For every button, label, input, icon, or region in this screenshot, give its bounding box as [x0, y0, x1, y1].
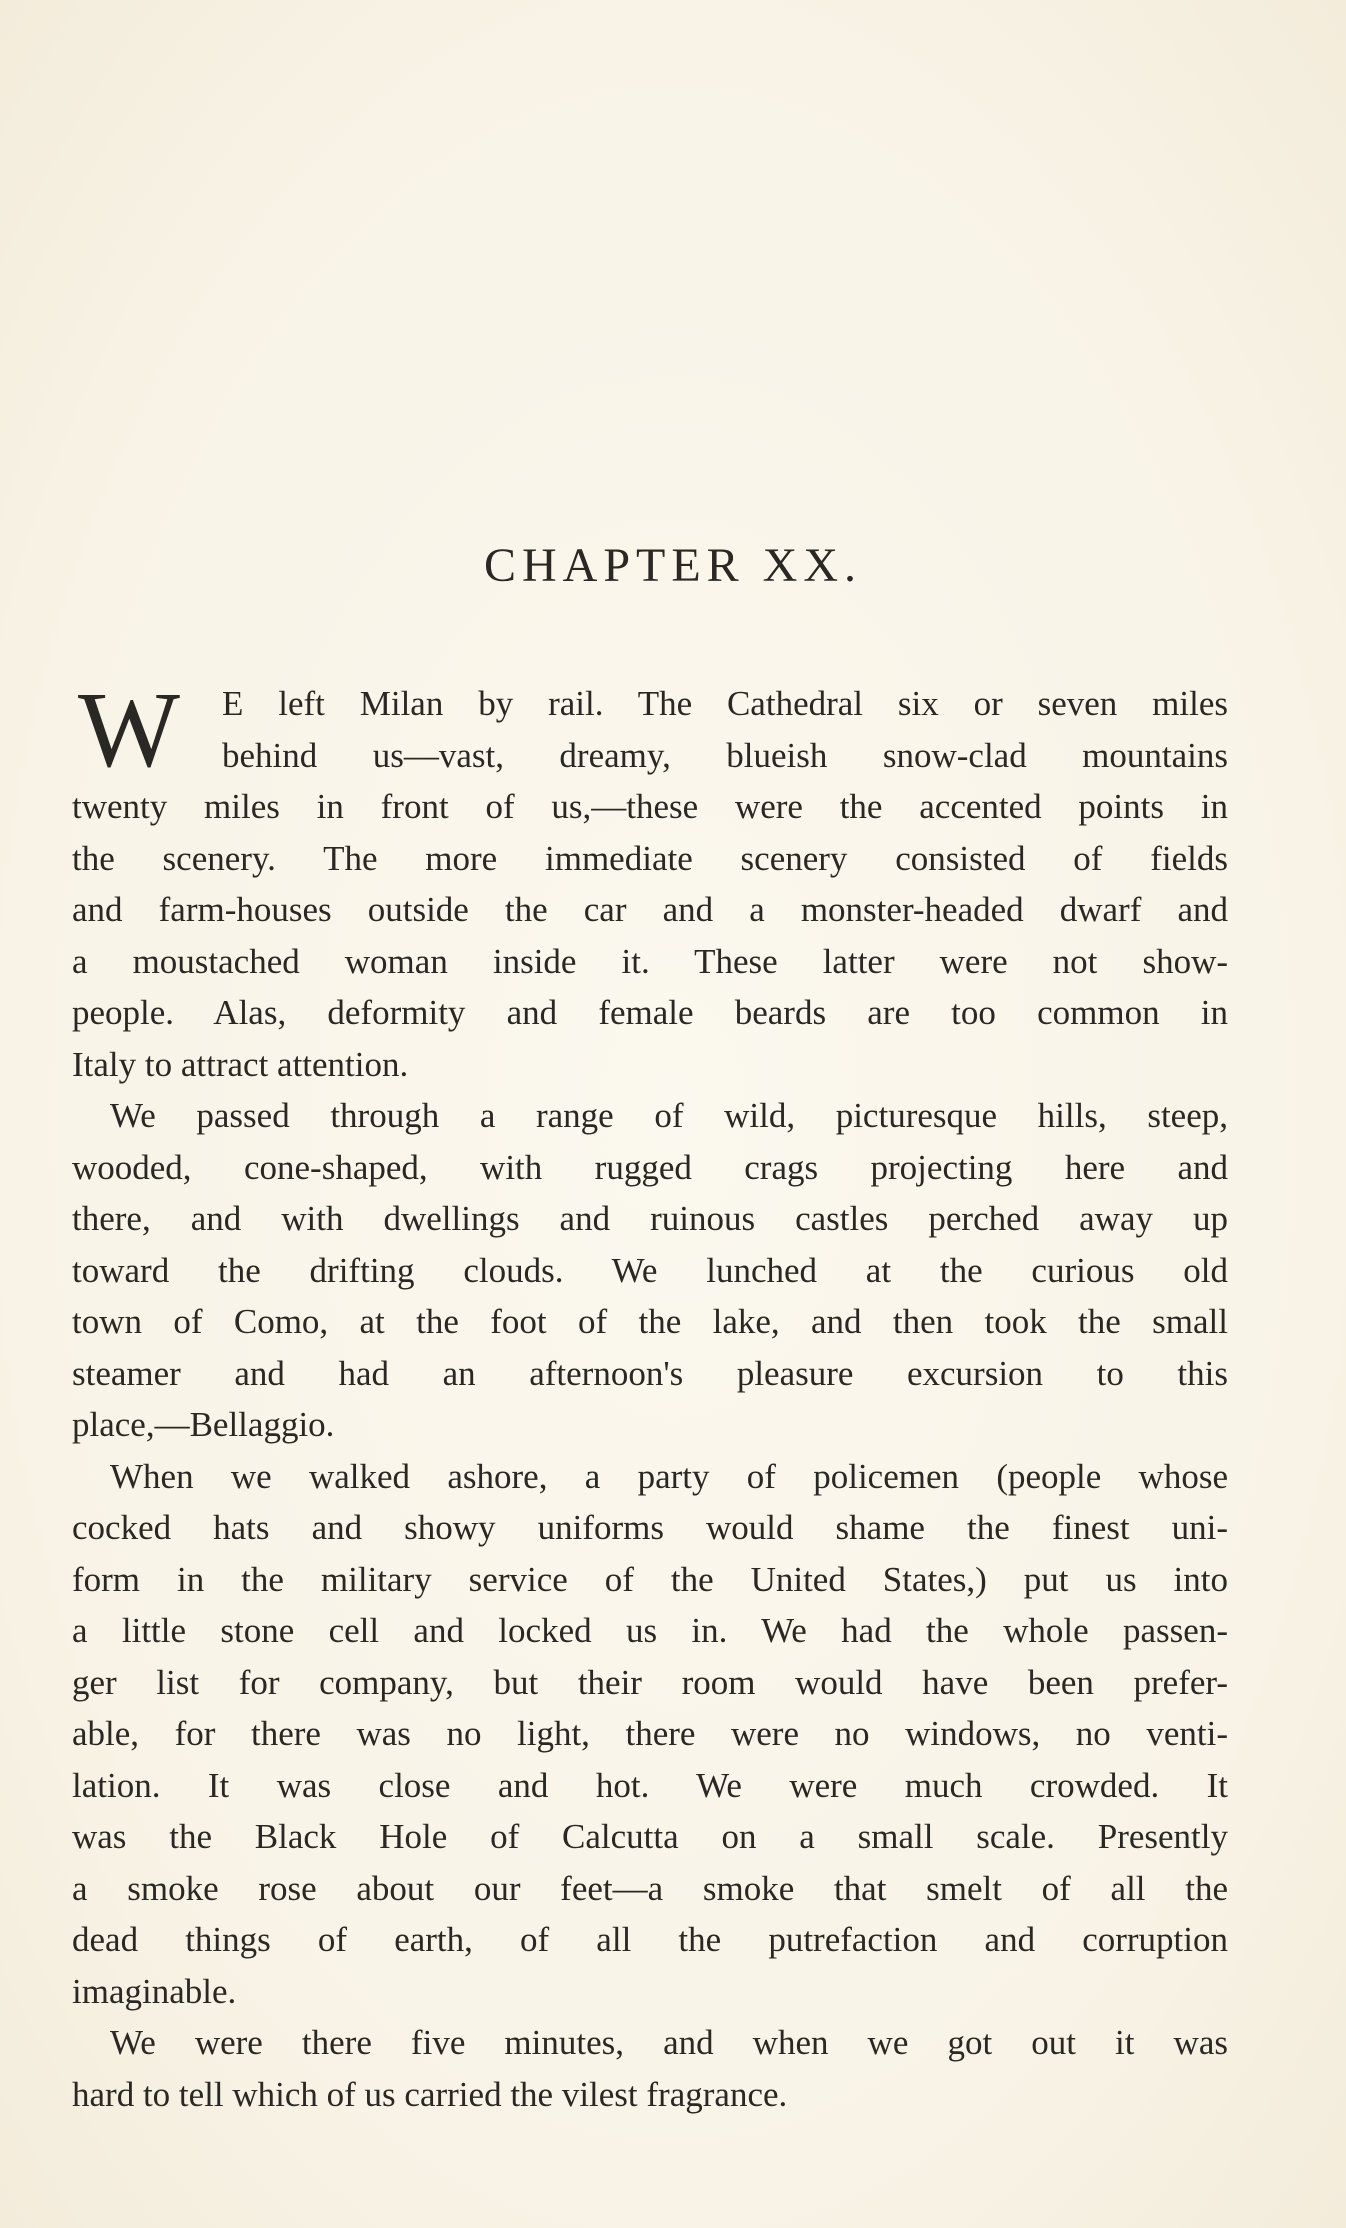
chapter-title: CHAPTER XX. — [483, 539, 863, 592]
text-line: steamer and had an afternoon's pleasure excursion to this — [72, 1353, 1228, 1393]
text-line: toward the drifting clouds. We lunched at the curious old — [72, 1250, 1228, 1290]
chapter-body — [72, 671, 1228, 2120]
text-line: was the Black Hole of Calcutta on a small scale. Presently — [72, 1817, 1228, 1856]
text-line: form in the military service of the United States,) put us into — [72, 1559, 1228, 1599]
paragraph-2 — [72, 1090, 1228, 1451]
text-line: place,—Bellaggio. — [72, 1405, 335, 1444]
text-line: town of Como, at the foot of the lake, and then took the small — [72, 1302, 1228, 1341]
text-line: cocked hats and showy uniforms would shame the finest uni- — [72, 1508, 1228, 1547]
text-line: able, for there was no light, there were no windows, no venti- — [72, 1714, 1228, 1753]
text-line: the scenery. The more immediate scenery consisted of fields — [72, 838, 1228, 878]
paragraph-4 — [72, 2017, 1228, 2120]
text-line: Italy to attract attention. — [72, 1044, 409, 1084]
text-line: a smoke rose about our feet—a smoke that smelt of all the — [72, 1868, 1228, 1908]
text-line: a little stone cell and locked us in. We had the whole passen- — [72, 1611, 1228, 1650]
paragraph-1 — [72, 671, 1228, 1090]
text-line: people. Alas, deformity and female beards are too common in — [72, 993, 1228, 1032]
text-line: imaginable. — [72, 1971, 237, 2011]
text-line: E left Milan by rail. The Cathedral six or seven miles — [222, 684, 1228, 723]
paragraph-3 — [72, 1451, 1228, 2018]
text-line: When we walked ashore, a party of policemen (people whose — [110, 1456, 1228, 1496]
text-line: a moustached woman inside it. These latter were not show- — [72, 941, 1228, 981]
text-line: there, and with dwellings and ruinous castles perched away up — [72, 1199, 1228, 1238]
text-line: lation. It was close and hot. We were much crowded. It — [72, 1765, 1228, 1805]
text-line: and farm-houses outside the car and a monster-headed dwarf and — [72, 890, 1228, 929]
text-line: dead things of earth, of all the putrefaction and corruption — [72, 1920, 1228, 1959]
text-line: ger list for company, but their room would have been prefer- — [72, 1662, 1228, 1702]
text-line: We passed through a range of wild, picturesque hills, steep, — [110, 1096, 1228, 1135]
text-line: We were there five minutes, and when we got out it was — [110, 2023, 1228, 2062]
text-line: wooded, cone-shaped, with rugged crags projecting here and — [72, 1147, 1228, 1187]
text-line: hard to tell which of us carried the vilest fragrance. — [72, 2074, 788, 2114]
text-line: twenty miles in front of us,—these were the accented points in — [72, 787, 1228, 826]
drop-cap: W — [78, 671, 180, 790]
text-line: behind us—vast, dreamy, blueish snow-clad mountains — [222, 735, 1228, 775]
